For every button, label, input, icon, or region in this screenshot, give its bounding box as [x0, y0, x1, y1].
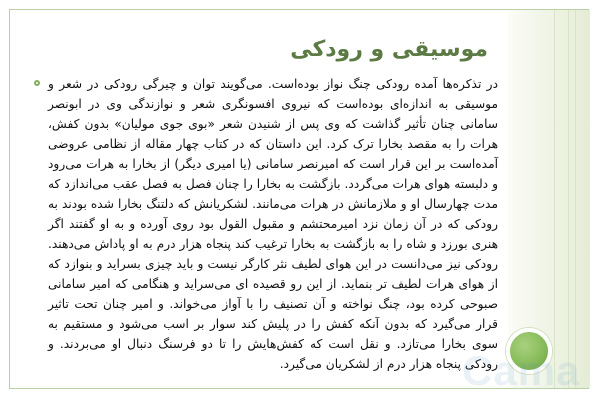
body-paragraph: در تذکره‌ها آمده رودکی چنگ نواز بوده‌است. می‌گویند توان و چیرگی رودکی در شعر و موسیقی به اندازه‌ای بوده‌است که نیروی افسونگری شعر و نوازندگی وی در ابونصر سامانی چنان تأثیر گذاشت که وی پس از شنیدن شعر «بوی جوی مولیان» بدون کفش، هرات را به مقصد بخارا ترک کرد. این داستان که در کتاب چهار مقاله از نظامی عروضی آمده‌است بر این قرار است که امیرنصر سامانی (یا امیری دیگر) از بخارا به هرات می‌رود و دلبسته هوای هرات می‌گردد. بازگشت به بخارا را چنان فصل به فصل عقب می‌اندازد که مدت چهارسال او و ملازمانش در هرات می‌مانند. لشکریانش که دلتنگ بخارا شده بودند به رودکی که در آن زمان نزد امیرمحتشم و مقبول القول بود روی آورده و به او گفتند اگر هنری بورزد و شاه را به بازگشت به بخارا ترغیب کند پنجاه هزار درم به او پاداش می‌دهند. رودکی نیز می‌دانست در این هوای لطیف نثر کارگر نیست و باید چیزی بسراید و بنوازد که از هوای هرات لطیف تر بنماید. از این رو قصیده ای می‌سراید و هنگامی که امیر سامانی صبوحی کرده بود، چنگ نواخته و آن تصنیف را با آواز می‌خواند. و امیر چنان تحت تاثیر قرار می‌گیرد که بدون آنکه کفش را در پلیش کند سوار بر اسب می‌شود و مستقیم به سوی بخارا می‌تازد. و نقل است که کفش‌هایش را تا دو فرسنگ دنبال او می‌بردند. و رودکی پنجاه هزار درم از لشکریان می‌گیرد.	[48, 77, 498, 371]
bullet-icon	[34, 80, 40, 86]
slide-title: موسیقی و رودکی	[290, 37, 488, 62]
slide-content	[34, 74, 498, 374]
band-divider-line	[568, 10, 569, 388]
decorative-circle	[506, 328, 552, 374]
band-divider-line	[554, 10, 555, 388]
band-divider-line	[575, 10, 576, 388]
